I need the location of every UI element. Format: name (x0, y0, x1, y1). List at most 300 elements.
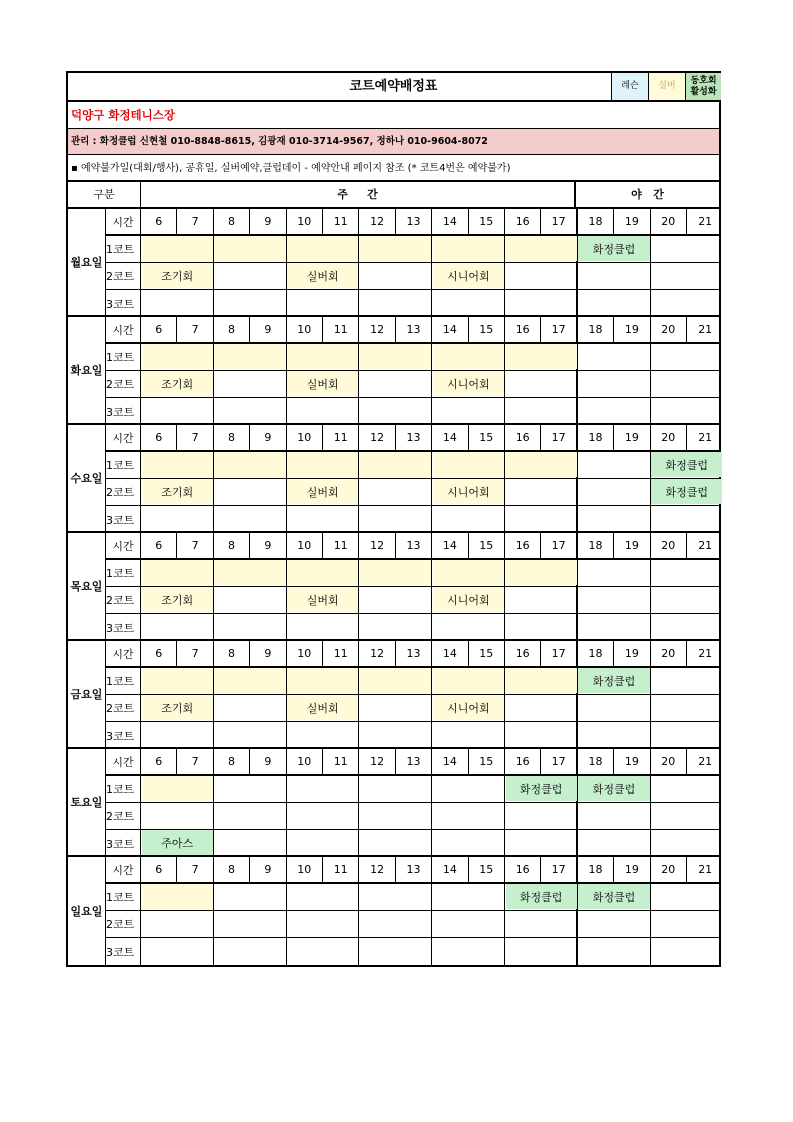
reserved-block[interactable] (287, 236, 358, 261)
slot-cell[interactable] (578, 560, 651, 586)
slot-cell[interactable] (578, 263, 651, 289)
slot-cell[interactable] (359, 803, 432, 829)
hour-cell: 16 (505, 209, 541, 234)
court-label: 2코트 (106, 263, 141, 289)
hour-cell: 16 (505, 317, 541, 342)
booking-group[interactable]: 시니어회 (433, 695, 504, 720)
hour-cell: 13 (396, 533, 432, 558)
slot-cell[interactable] (578, 290, 651, 317)
reserved-block[interactable] (142, 344, 213, 369)
booking-club[interactable]: 화정클럽 (578, 776, 649, 801)
day-block (68, 425, 719, 533)
slot-cell[interactable] (505, 506, 578, 533)
court-row (106, 668, 719, 695)
reserved-block[interactable] (433, 452, 504, 477)
hour-cell: 11 (323, 425, 359, 450)
court-row (106, 884, 719, 911)
slot-cell[interactable] (287, 938, 360, 965)
slot-cell[interactable] (651, 290, 724, 317)
slot-cell[interactable] (578, 830, 651, 857)
booking-club[interactable]: 화정클럽 (651, 452, 722, 477)
slot-cell[interactable] (287, 398, 360, 425)
slot-cell[interactable] (432, 722, 505, 749)
booking-group[interactable]: 조기회 (142, 371, 213, 396)
slot-cell[interactable] (214, 263, 287, 289)
hour-cell: 16 (505, 641, 541, 666)
reserved-block[interactable] (142, 236, 213, 261)
time-label: 시간 (106, 317, 141, 342)
slot-cell[interactable] (214, 371, 287, 397)
booking-club[interactable]: 화정클럽 (506, 884, 577, 909)
court-label: 2코트 (106, 371, 141, 397)
slot-cell[interactable] (651, 668, 724, 694)
day-label: 수요일 (68, 425, 106, 531)
slot-cell[interactable] (359, 938, 432, 965)
slot-cell[interactable] (359, 911, 432, 937)
hour-cell: 16 (505, 857, 541, 882)
booking-club[interactable]: 화정클럽 (506, 776, 577, 801)
court-row (106, 830, 719, 857)
slot-cell[interactable] (141, 722, 214, 749)
slot-cell[interactable] (287, 506, 360, 533)
court-row (106, 452, 719, 479)
court-label: 1코트 (106, 344, 141, 370)
slot-cell[interactable] (651, 560, 724, 586)
hour-cell: 17 (541, 317, 577, 342)
hour-cell: 10 (287, 425, 323, 450)
booking-group[interactable]: 조기회 (142, 479, 213, 504)
slot-cell[interactable] (505, 911, 578, 937)
slot-cell[interactable] (359, 722, 432, 749)
slot-cell[interactable] (651, 587, 724, 613)
note-row (68, 155, 719, 182)
court-row (106, 587, 719, 614)
slot-cell[interactable] (141, 506, 214, 533)
slot-cell[interactable] (287, 290, 360, 317)
slot-cell[interactable] (651, 506, 724, 533)
hour-cell: 9 (250, 317, 286, 342)
slot-cell[interactable] (578, 722, 651, 749)
reserved-block[interactable] (214, 344, 285, 369)
court-row (106, 803, 719, 830)
slot-cell[interactable] (214, 911, 287, 937)
hour-cell: 21 (698, 863, 713, 876)
slot-cell[interactable] (505, 830, 578, 857)
reserved-block[interactable] (506, 452, 577, 477)
slot-cell[interactable] (505, 263, 578, 289)
slot-cell[interactable] (578, 479, 651, 505)
hour-cell: 21 (698, 647, 713, 660)
hour-cell: 12 (359, 641, 395, 666)
slot-cell[interactable] (578, 506, 651, 533)
time-row (106, 317, 719, 344)
slot-cell[interactable] (578, 452, 651, 478)
slot-cell[interactable] (359, 776, 432, 802)
slot-cell[interactable] (214, 803, 287, 829)
time-row (106, 533, 719, 560)
slot-cell[interactable] (214, 506, 287, 533)
slot-cell[interactable] (359, 830, 432, 857)
day-block (68, 641, 719, 749)
court-row (106, 371, 719, 398)
day-label: 화요일 (68, 317, 106, 423)
slot-cell[interactable] (432, 830, 505, 857)
reserved-block[interactable] (506, 668, 577, 693)
court-row (106, 398, 719, 425)
slot-cell[interactable] (505, 290, 578, 317)
reserved-block[interactable] (214, 236, 285, 261)
time-row (106, 857, 719, 884)
court-row (106, 722, 719, 749)
slot-cell[interactable] (214, 830, 287, 857)
time-label: 시간 (106, 641, 141, 666)
schedule-grid (68, 209, 719, 965)
booking-club[interactable]: 주아스 (142, 830, 213, 855)
slot-cell[interactable] (505, 803, 578, 829)
booking-group[interactable]: 실버회 (287, 371, 358, 396)
day-label: 월요일 (68, 209, 106, 315)
hour-cell: 15 (469, 641, 505, 666)
slot-cell[interactable] (505, 587, 578, 613)
hour-cell: 20 (651, 317, 687, 342)
hour-cell: 18 (578, 209, 614, 234)
booking-group[interactable]: 시니어회 (433, 587, 504, 612)
notice-text: ▪ 예약불가일(대회/행사), 공휴일, 실버예약,클럽데이 - 예약안내 페이지 참조 (* 코트4번은 예약불가) (71, 163, 511, 174)
reserved-block[interactable] (142, 560, 213, 585)
hour-cell: 6 (141, 749, 177, 774)
slot-cell[interactable] (432, 803, 505, 829)
reserved-block[interactable] (506, 344, 577, 369)
manager-row (68, 129, 719, 155)
slot-cell[interactable] (359, 371, 432, 397)
hour-cell: 6 (141, 533, 177, 558)
booking-club[interactable]: 화정클럽 (578, 236, 649, 261)
time-label: 시간 (106, 857, 141, 882)
slot-cell[interactable] (359, 506, 432, 533)
slot-cell[interactable] (432, 614, 505, 641)
slot-cell[interactable] (359, 614, 432, 641)
court-label: 1코트 (106, 668, 141, 694)
slot-cell[interactable] (578, 398, 651, 425)
reserved-block[interactable] (142, 884, 213, 909)
slot-cell[interactable] (505, 695, 578, 721)
court-row (106, 290, 719, 317)
reserved-block[interactable] (506, 560, 577, 585)
slot-cell[interactable] (141, 911, 214, 937)
slot-cell[interactable] (287, 722, 360, 749)
hour-cell: 11 (323, 857, 359, 882)
hour-cell: 14 (432, 425, 468, 450)
reserved-block[interactable] (142, 776, 213, 801)
booking-club[interactable]: 화정클럽 (578, 668, 649, 693)
slot-cell[interactable] (578, 614, 651, 641)
hour-cell: 17 (541, 425, 577, 450)
day-label: 일요일 (68, 857, 106, 965)
slot-cell[interactable] (651, 911, 724, 937)
hour-cell: 15 (469, 317, 505, 342)
page-title: 코트예약배정표 (349, 79, 438, 94)
reserved-block[interactable] (360, 344, 431, 369)
booking-group[interactable]: 조기회 (142, 695, 213, 720)
slot-cell[interactable] (359, 695, 432, 721)
slot-cell[interactable] (432, 506, 505, 533)
hour-cell: 9 (250, 749, 286, 774)
legend-special: 동호회 활성화 (685, 73, 721, 100)
slot-cell[interactable] (505, 938, 578, 965)
slot-cell[interactable] (578, 938, 651, 965)
time-row (106, 749, 719, 776)
day-block (68, 749, 719, 857)
slot-cell[interactable] (287, 803, 360, 829)
hour-cell: 11 (323, 749, 359, 774)
hour-cell: 15 (469, 533, 505, 558)
hour-cell: 10 (287, 533, 323, 558)
court-label: 3코트 (106, 398, 141, 425)
hour-cell: 7 (177, 317, 213, 342)
hour-cell: 11 (323, 209, 359, 234)
slot-cell[interactable] (141, 803, 214, 829)
booking-group[interactable]: 실버회 (287, 587, 358, 612)
booking-group[interactable]: 실버회 (287, 263, 358, 288)
hour-cell: 14 (432, 641, 468, 666)
hour-cell: 14 (432, 857, 468, 882)
hour-cell: 18 (578, 749, 614, 774)
slot-cell[interactable] (505, 398, 578, 425)
hour-cell: 15 (469, 425, 505, 450)
slot-cell[interactable] (214, 938, 287, 965)
reserved-block[interactable] (287, 560, 358, 585)
slot-cell[interactable] (505, 614, 578, 641)
reserved-block[interactable] (433, 236, 504, 261)
slot-cell[interactable] (214, 479, 287, 505)
reserved-block[interactable] (142, 452, 213, 477)
booking-group[interactable]: 시니어회 (433, 371, 504, 396)
slot-cell[interactable] (651, 884, 724, 910)
slot-cell[interactable] (651, 614, 724, 641)
division-header: 구분 (68, 182, 141, 207)
slot-cell[interactable] (214, 587, 287, 613)
booking-group[interactable]: 시니어회 (433, 479, 504, 504)
court-label: 1코트 (106, 776, 141, 802)
slot-cell[interactable] (287, 776, 360, 802)
booking-club[interactable]: 화정클럽 (578, 884, 649, 909)
time-label: 시간 (106, 425, 141, 450)
hour-cell: 12 (359, 749, 395, 774)
slot-cell[interactable] (287, 884, 360, 910)
slot-cell[interactable] (578, 695, 651, 721)
hour-cell: 13 (396, 317, 432, 342)
venue-name: 덕양구 화정테니스장 (71, 108, 175, 122)
court-label: 1코트 (106, 452, 141, 478)
day-block (68, 209, 719, 317)
hour-cell: 10 (287, 857, 323, 882)
legend-silver: 실버 (648, 73, 685, 100)
booking-group[interactable]: 시니어회 (433, 263, 504, 288)
hour-cell: 9 (250, 857, 286, 882)
slot-cell[interactable] (651, 938, 724, 965)
reserved-block[interactable] (433, 344, 504, 369)
reserved-block[interactable] (214, 668, 285, 693)
hour-cell: 19 (614, 641, 650, 666)
time-label: 시간 (106, 533, 141, 558)
slot-cell[interactable] (287, 830, 360, 857)
hour-cell: 14 (432, 317, 468, 342)
hour-cell: 6 (141, 857, 177, 882)
slot-cell[interactable] (505, 479, 578, 505)
hour-cell: 11 (323, 641, 359, 666)
slot-cell[interactable] (141, 614, 214, 641)
slot-cell[interactable] (141, 938, 214, 965)
hour-cell: 17 (541, 209, 577, 234)
slot-cell[interactable] (578, 344, 651, 370)
reserved-block[interactable] (360, 668, 431, 693)
reserved-block[interactable] (214, 452, 285, 477)
hour-cell: 12 (359, 317, 395, 342)
slot-cell[interactable] (214, 776, 287, 802)
reserved-block[interactable] (360, 236, 431, 261)
slot-cell[interactable] (651, 803, 724, 829)
slot-cell[interactable] (432, 884, 505, 910)
reserved-block[interactable] (433, 668, 504, 693)
hour-cell: 12 (359, 533, 395, 558)
reserved-block[interactable] (214, 560, 285, 585)
hour-cell: 19 (614, 209, 650, 234)
hour-cell: 8 (214, 533, 250, 558)
slot-cell[interactable] (578, 911, 651, 937)
slot-cell[interactable] (432, 911, 505, 937)
slot-cell[interactable] (505, 722, 578, 749)
hour-cell: 11 (323, 533, 359, 558)
slot-cell[interactable] (432, 398, 505, 425)
booking-club[interactable]: 화정클럽 (651, 479, 722, 504)
slot-cell[interactable] (651, 344, 724, 370)
slot-cell[interactable] (651, 371, 724, 397)
slot-cell[interactable] (359, 263, 432, 289)
hour-cell: 7 (177, 749, 213, 774)
slot-cell[interactable] (359, 290, 432, 317)
hour-cell: 15 (469, 749, 505, 774)
booking-group[interactable]: 조기회 (142, 263, 213, 288)
hour-cell: 20 (651, 857, 687, 882)
hour-cell: 20 (651, 533, 687, 558)
court-row (106, 236, 719, 263)
slot-cell[interactable] (141, 290, 214, 317)
court-row (106, 263, 719, 290)
hour-cell: 13 (396, 425, 432, 450)
slot-cell[interactable] (651, 830, 724, 857)
slot-cell[interactable] (578, 587, 651, 613)
hour-cell: 9 (250, 533, 286, 558)
slot-cell[interactable] (141, 398, 214, 425)
booking-group[interactable]: 조기회 (142, 587, 213, 612)
day-label: 금요일 (68, 641, 106, 747)
court-label: 3코트 (106, 722, 141, 749)
slot-cell[interactable] (214, 290, 287, 317)
hour-cell: 17 (541, 749, 577, 774)
reserved-block[interactable] (287, 668, 358, 693)
slot-cell[interactable] (359, 398, 432, 425)
slot-cell[interactable] (505, 371, 578, 397)
hour-cell: 21 (698, 323, 713, 336)
slot-cell[interactable] (432, 776, 505, 802)
hour-cell: 13 (396, 857, 432, 882)
slot-cell[interactable] (214, 614, 287, 641)
hour-cell: 16 (505, 425, 541, 450)
slot-cell[interactable] (359, 479, 432, 505)
slot-cell[interactable] (432, 938, 505, 965)
slot-cell[interactable] (651, 722, 724, 749)
night-header: 야 간 (631, 188, 664, 201)
reserved-block[interactable] (360, 560, 431, 585)
reserved-block[interactable] (287, 452, 358, 477)
booking-group[interactable]: 실버회 (287, 479, 358, 504)
slot-cell[interactable] (214, 695, 287, 721)
slot-cell[interactable] (651, 398, 724, 425)
reserved-block[interactable] (142, 668, 213, 693)
booking-group[interactable]: 실버회 (287, 695, 358, 720)
reserved-block[interactable] (506, 236, 577, 261)
reserved-block[interactable] (433, 560, 504, 585)
time-label: 시간 (106, 749, 141, 774)
hour-cell: 12 (359, 209, 395, 234)
hour-cell: 11 (323, 317, 359, 342)
schedule-sheet (66, 71, 721, 967)
slot-cell[interactable] (214, 722, 287, 749)
hour-cell: 10 (287, 641, 323, 666)
day-header: 주 간 (141, 182, 576, 207)
hour-cell: 18 (578, 857, 614, 882)
slot-cell[interactable] (651, 263, 724, 289)
slot-cell[interactable] (432, 290, 505, 317)
hour-cell: 20 (651, 749, 687, 774)
hour-cell: 19 (614, 749, 650, 774)
hour-cell: 19 (614, 317, 650, 342)
slot-cell[interactable] (287, 614, 360, 641)
hour-cell: 18 (578, 425, 614, 450)
day-block (68, 317, 719, 425)
court-label: 3코트 (106, 290, 141, 317)
reserved-block[interactable] (360, 452, 431, 477)
day-label: 토요일 (68, 749, 106, 855)
time-row (106, 209, 719, 236)
hour-cell: 7 (177, 425, 213, 450)
hour-cell: 6 (141, 641, 177, 666)
slot-cell[interactable] (359, 587, 432, 613)
slot-cell[interactable] (214, 884, 287, 910)
slot-cell[interactable] (651, 695, 724, 721)
court-row (106, 614, 719, 641)
hour-cell: 15 (469, 209, 505, 234)
slot-cell[interactable] (287, 911, 360, 937)
hour-cell: 12 (359, 425, 395, 450)
slot-cell[interactable] (651, 776, 724, 802)
slot-cell[interactable] (214, 398, 287, 425)
hour-cell: 9 (250, 641, 286, 666)
venue-row (68, 102, 719, 129)
slot-cell[interactable] (578, 803, 651, 829)
hour-cell: 8 (214, 425, 250, 450)
slot-cell[interactable] (578, 371, 651, 397)
hour-cell: 19 (614, 533, 650, 558)
hour-cell: 13 (396, 209, 432, 234)
court-row (106, 776, 719, 803)
hour-cell: 7 (177, 857, 213, 882)
slot-cell[interactable] (359, 884, 432, 910)
reserved-block[interactable] (287, 344, 358, 369)
slot-cell[interactable] (651, 236, 724, 262)
hour-cell: 8 (214, 857, 250, 882)
hour-cell: 20 (651, 641, 687, 666)
